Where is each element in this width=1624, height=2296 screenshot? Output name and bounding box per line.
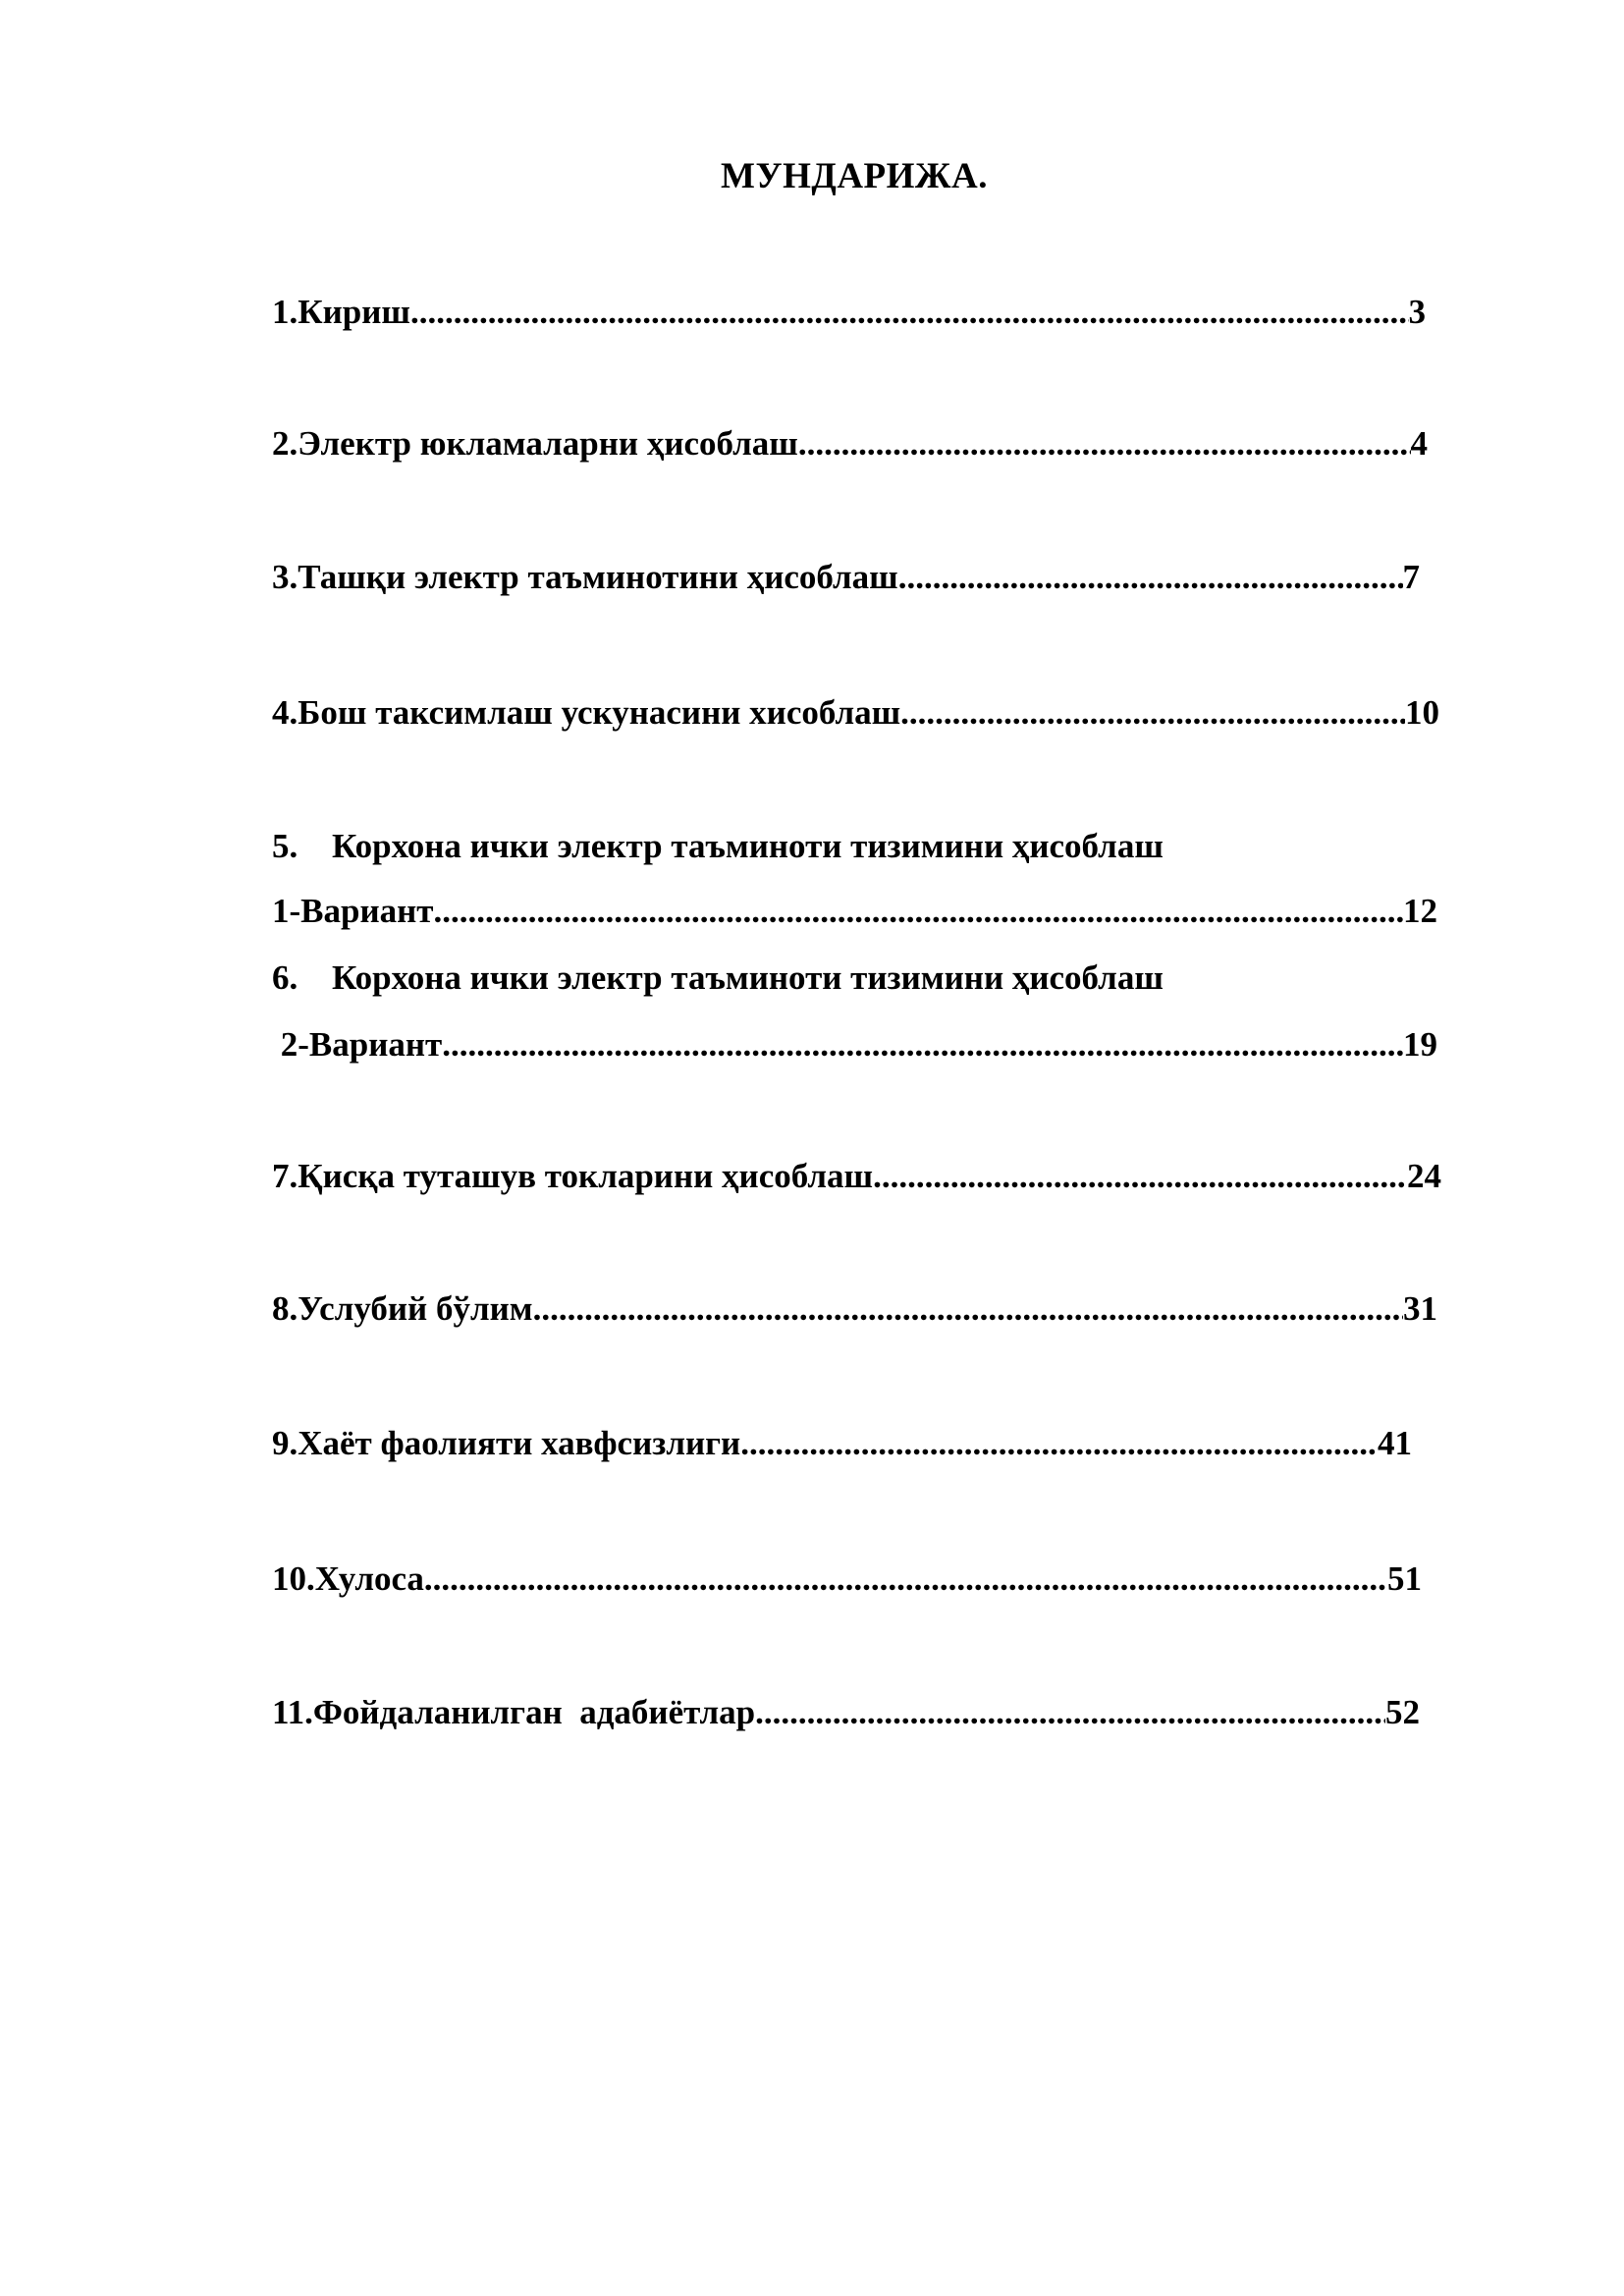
toc-entry-7 (272, 1155, 1441, 1198)
entry-page: 19 (1403, 1025, 1437, 1064)
entry-number: 9. (272, 1424, 298, 1462)
dot-leader (533, 1287, 1403, 1331)
entry-title: Бош таксимлаш ускунасини хисоблаш (298, 693, 901, 732)
entry-number: 8. (272, 1289, 298, 1328)
dot-leader (424, 1558, 1387, 1601)
entry-number: 10. (272, 1559, 315, 1598)
dot-leader (898, 556, 1403, 599)
dot-leader (740, 1422, 1378, 1465)
entry-page: 3 (1408, 293, 1426, 331)
entry-number: 3. (272, 558, 298, 596)
dot-leader (410, 291, 1409, 334)
entry-number: 2. (272, 424, 298, 463)
entry-page: 31 (1403, 1289, 1437, 1328)
toc-entry-2 (272, 422, 1428, 465)
toc-entry-6-continuation (272, 1023, 1437, 1066)
entry-page: 10 (1405, 693, 1439, 732)
entry-page: 41 (1378, 1424, 1412, 1462)
entry-page: 52 (1385, 1693, 1420, 1731)
entry-title: Хаёт фаолияти хавфсизлиги (298, 1424, 741, 1462)
entry-subtitle: 1-Вариант (272, 892, 434, 930)
dot-leader (434, 890, 1404, 933)
toc-entry-6 (272, 957, 1164, 1000)
entry-title: Кириш (298, 293, 410, 331)
entry-page: 24 (1407, 1157, 1441, 1195)
toc-entry-5 (272, 825, 1164, 868)
entry-title: Ташқи электр таъминотини ҳисоблаш (298, 558, 898, 596)
dot-leader (755, 1691, 1385, 1734)
entry-subtitle: 2-Вариант (272, 1025, 443, 1064)
toc-entry-4 (272, 691, 1439, 735)
entry-title: Фойдаланилган адабиётлар (312, 1693, 756, 1731)
dot-leader (442, 1023, 1403, 1066)
entry-page: 12 (1403, 892, 1437, 930)
entry-title: Корхона ички электр таъминоти тизимини ҳисоблаш (332, 958, 1164, 997)
entry-number: 4. (272, 693, 298, 732)
toc-entry-3 (272, 556, 1420, 599)
entry-number: 1. (272, 293, 298, 331)
page-title: МУНДАРИЖА. (721, 156, 988, 196)
entry-number: 6. (272, 958, 298, 997)
entry-number: 5. (272, 827, 298, 865)
toc-entry-5-continuation (272, 890, 1437, 933)
entry-number: 11. (272, 1693, 313, 1731)
entry-page: 4 (1410, 424, 1428, 463)
entry-title: Корхона ички электр таъминоти тизимини ҳисоблаш (332, 827, 1164, 865)
entry-title: Услубий бўлим (298, 1289, 533, 1328)
dot-leader (900, 691, 1405, 735)
toc-entry-1 (272, 291, 1426, 334)
entry-title: Хулоса (314, 1559, 424, 1598)
entry-number: 7. (272, 1157, 298, 1195)
entry-page: 7 (1402, 558, 1420, 596)
entry-title: Қисқа туташув токларини ҳисоблаш (298, 1157, 874, 1195)
entry-page: 51 (1387, 1559, 1422, 1598)
toc-entry-11 (272, 1691, 1420, 1734)
dot-leader (798, 422, 1411, 465)
toc-entry-9 (272, 1422, 1412, 1465)
toc-entry-8 (272, 1287, 1437, 1331)
dot-leader (873, 1155, 1407, 1198)
entry-title: Электр юкламаларни ҳисоблаш (298, 424, 798, 463)
toc-entry-10 (272, 1558, 1422, 1601)
